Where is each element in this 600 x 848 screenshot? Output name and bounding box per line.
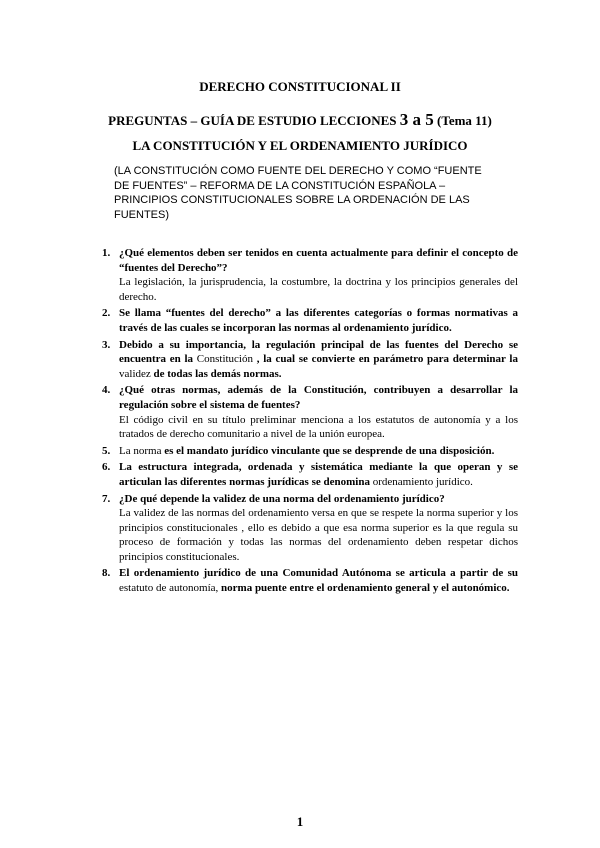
topic-label: (Tema 11) (433, 113, 492, 128)
page-number: 1 (296, 814, 304, 829)
question-number: 6. (102, 461, 111, 474)
question-bold: , la cual se convierte en parámetro para determinar la (256, 353, 518, 366)
page-title: LA CONSTITUCIÓN Y EL ORDENAMIENTO JURÍDICO (132, 138, 468, 153)
question-bold: Se llama “fuentes del derecho” a las diferentes categorías o formas normativas a través de las cuales se incorporan las normas al ordenamiento jurídico. (119, 307, 518, 334)
list-item (94, 566, 518, 595)
list-item (94, 246, 518, 304)
answer-inline: ordenamiento jurídico. (369, 475, 473, 488)
question-text (119, 246, 518, 275)
list-item (94, 444, 518, 459)
question-bold: es el mandato jurídico vinculante que se desprende de una disposición. (161, 444, 495, 457)
answer-inline: estatuto de autonomía, (119, 582, 219, 595)
list-item (94, 306, 518, 335)
question-number: 7. (102, 492, 111, 505)
list-item (94, 460, 518, 489)
question-number: 2. (102, 307, 111, 320)
question-bold: ¿De qué depende la validez de una norma del ordenamiento jurídico? (119, 492, 445, 505)
question-number: 3. (102, 338, 111, 351)
answer-inline: Constitución (193, 353, 257, 366)
question-bold: de todas las demás normas. (153, 367, 282, 380)
question-bold: Debido a su importancia, la regulación principal de las fuentes del Derecho se encuentra en la (119, 338, 518, 366)
study-guide-prefix: PREGUNTAS – GUÍA DE ESTUDIO LECCIONES (108, 113, 400, 128)
question-text (119, 338, 518, 382)
lessons-range: 3 a 5 (399, 110, 434, 129)
study-guide-heading (0, 110, 600, 130)
question-bold: El ordenamiento jurídico de una Comunidad Autónoma se articula a partir de su (119, 567, 518, 580)
list-item (94, 383, 518, 441)
question-number: 5. (102, 444, 111, 457)
question-text (119, 566, 518, 595)
course-title: DERECHO CONSTITUCIONAL II (199, 79, 401, 94)
page-subtitle: (LA CONSTITUCIÓN COMO FUENTE DEL DERECHO Y COMO “FUENTE DE FUENTES” – REFORMA DE LA CONSTITUCIÓN ESPAÑOLA – PRINCIPIOS CONSTITUCIONALES SOBRE LA ORDENACIÓN DE LAS FUENTES) (114, 165, 482, 222)
question-text (119, 492, 518, 507)
answer-text: La legislación, la jurisprudencia, la costumbre, la doctrina y los principios generales del derecho. (119, 276, 518, 303)
answer-text: La validez de las normas del ordenamiento versa en que se respete la norma superior y los principios constitucionales , ello es debido a que esa norma superior es la que regula su proceso de formación y todas las normas del ordenamiento deben respetar dichos principios constitucionales. (119, 507, 518, 563)
answer-inline: validez (119, 367, 154, 380)
question-text (119, 306, 518, 335)
question-bold: ¿Qué otras normas, además de la Constitución, contribuyen a desarrollar la regulación sobre el sistema de fuentes? (119, 384, 518, 411)
question-number: 1. (102, 247, 111, 259)
question-text (119, 383, 518, 412)
question-number: 8. (102, 567, 111, 580)
question-bold: La estructura integrada, ordenada y sistemática mediante la que operan y se articulan las diferentes normas jurídicas se denomina (119, 461, 518, 488)
question-text (119, 460, 518, 489)
question-number: 4. (102, 384, 111, 397)
question-bold: ¿Qué elementos deben ser tenidos en cuenta actualmente para definir el concepto de “fuentes del Derecho”? (119, 247, 518, 274)
list-item (94, 492, 518, 565)
list-item (94, 338, 518, 382)
question-text (119, 444, 518, 459)
question-bold: norma puente entre el ordenamiento general y el autonómico. (218, 582, 510, 595)
question-list (94, 246, 518, 598)
answer-inline: La norma (119, 444, 162, 457)
answer-text: El código civil en su título preliminar menciona a los estatutos de autonomía y a los tratados de derecho comunitario a nivel de la unión europea. (119, 413, 518, 441)
